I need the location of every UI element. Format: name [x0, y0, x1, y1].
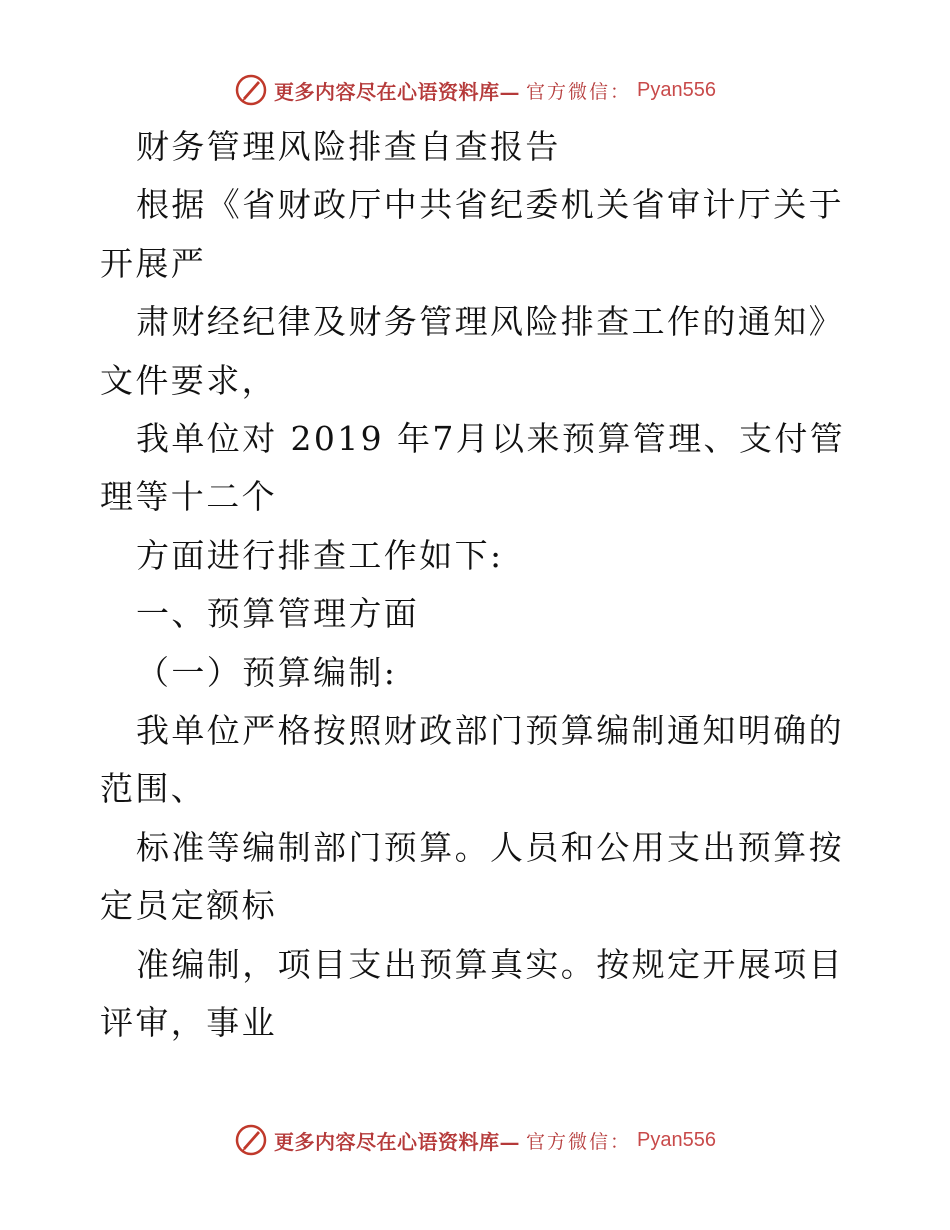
watermark-contact-id: Pyan556: [637, 78, 716, 101]
watermark-contact-label: 官方微信：: [526, 80, 632, 103]
paragraph: 根据《省财政厅中共省纪委机关省审计厅关于开展严: [100, 185, 844, 283]
quill-logo-icon: [234, 1123, 268, 1157]
quill-logo-icon: [234, 73, 268, 107]
paragraph: 肃财经纪律及财务管理风险排查工作的通知》文件要求，: [100, 302, 844, 400]
paragraph: 我单位严格按照财政部门预算编制通知明确的范围、: [100, 711, 844, 809]
paragraph: 我单位对 2019 年7月以来预算管理、支付管理等十二个: [100, 419, 846, 517]
paragraph: 标准等编制部门预算。人员和公用支出预算按定员定额标: [100, 827, 844, 926]
watermark-contact-label: 官方微信：: [526, 1130, 632, 1153]
watermark-contact-id: Pyan556: [637, 1128, 716, 1151]
footer-watermark: [0, 1120, 950, 1160]
document-title: 财务管理风险排查自查报告: [136, 127, 561, 166]
header-watermark: [0, 70, 950, 110]
paragraph: 方面进行排查工作如下:: [136, 535, 504, 575]
paragraph: 准编制，项目支出预算真实。按规定开展项目评审，事业: [100, 944, 844, 1043]
document-body: [100, 118, 850, 1053]
watermark-site-text: 更多内容尽在心语资料库—: [274, 79, 520, 104]
section-heading: 一、预算管理方面: [136, 594, 420, 634]
subsection-heading: （一）预算编制:: [136, 652, 398, 692]
watermark-site-text: 更多内容尽在心语资料库—: [274, 1129, 520, 1154]
